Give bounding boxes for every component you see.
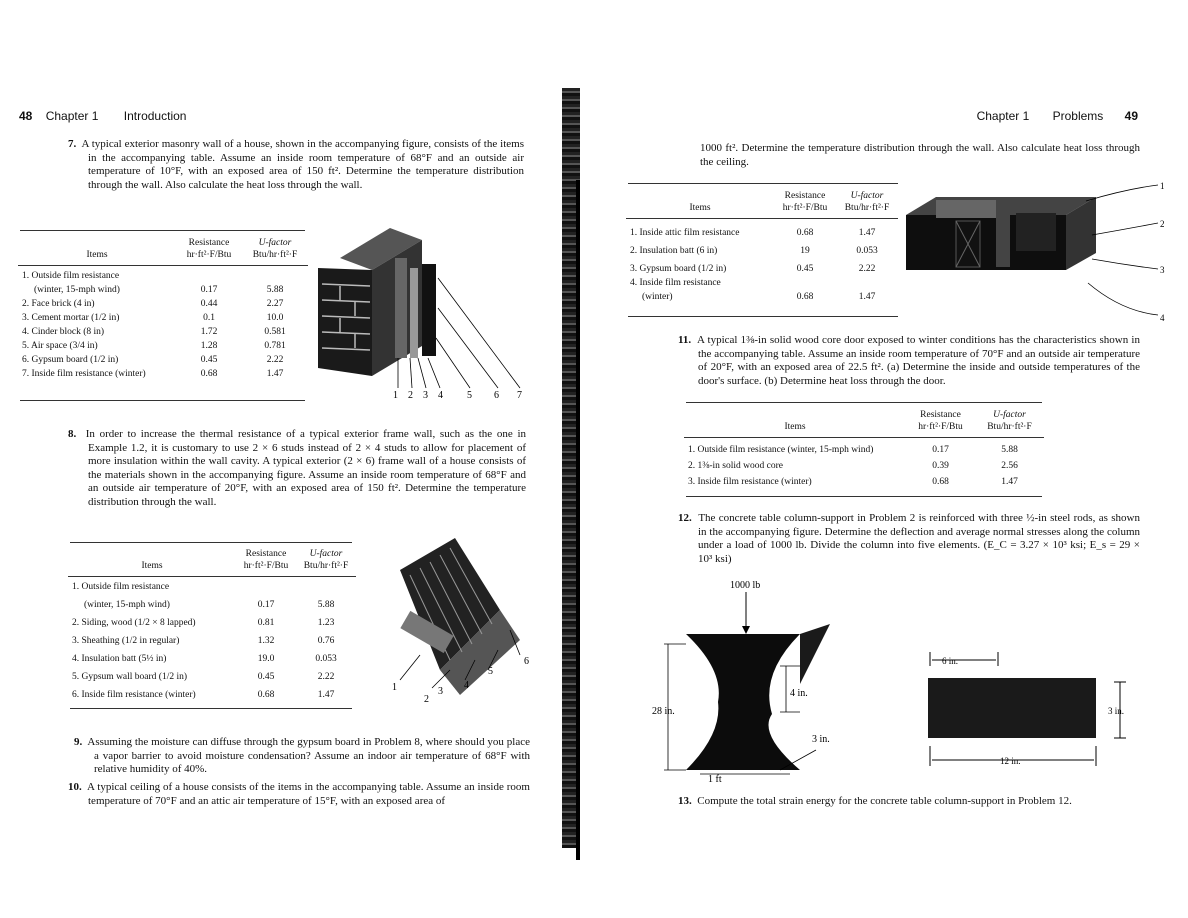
problem-9-number: 9. bbox=[74, 736, 83, 748]
problem-10-number: 10. bbox=[68, 781, 82, 793]
table-row bbox=[18, 297, 308, 311]
table10-bottom-rule bbox=[628, 316, 898, 317]
table7-h-u1: U-factor bbox=[258, 238, 292, 248]
table10-cell-res: 0.68 bbox=[796, 292, 814, 302]
page-binding-shadow bbox=[576, 180, 580, 860]
table11-h-items: Items bbox=[784, 422, 806, 432]
figure-10-ceiling-section bbox=[896, 175, 1176, 325]
table11-cell-u: 5.88 bbox=[1001, 445, 1018, 455]
table8-cell-item: 2. Siding, wood (1/2 × 8 lapped) bbox=[72, 618, 196, 628]
table-row bbox=[18, 353, 308, 367]
table10-top-rule bbox=[628, 183, 898, 184]
right-running-header bbox=[977, 109, 1138, 123]
problem-8-number: 8. bbox=[68, 428, 77, 440]
fig12-width6-label: 6 in. bbox=[942, 656, 959, 666]
table-row bbox=[18, 339, 308, 353]
fig10-label: 3 bbox=[1160, 265, 1165, 275]
fig12-neck-label: 4 in. bbox=[790, 688, 808, 699]
right-chapter-label: Chapter 1 bbox=[976, 109, 1030, 123]
fig10-label: 4 bbox=[1160, 313, 1165, 323]
table-row bbox=[18, 325, 308, 339]
table10-h-u1: U-factor bbox=[850, 191, 884, 201]
problem-7 bbox=[68, 138, 524, 192]
figure-8-frame-wall bbox=[380, 530, 540, 710]
table10-h-u2: Btu/hr·ft²·F bbox=[844, 203, 890, 213]
problem-10-continued: 1000 ft². Determine the temperature distribution through the wall. Also calculate heat loss through the ceiling. bbox=[700, 142, 1140, 168]
left-section-title: Introduction bbox=[123, 109, 187, 123]
table7-cell-res: 0.44 bbox=[200, 299, 218, 309]
table-row bbox=[68, 594, 356, 612]
table-11 bbox=[684, 408, 1044, 489]
table10-cell-u: 1.47 bbox=[858, 292, 876, 302]
fig8-label: 1 bbox=[392, 682, 397, 693]
table11-h-res1: Resistance bbox=[920, 410, 961, 420]
table-row bbox=[68, 666, 356, 684]
problem-13-text: Compute the total strain energy for the concrete table column-support in Problem 12. bbox=[697, 795, 1072, 807]
table8-h-res1: Resistance bbox=[245, 549, 287, 559]
fig8-label: 6 bbox=[524, 656, 529, 667]
table11-cell-u: 1.47 bbox=[1001, 477, 1018, 487]
table-row bbox=[626, 240, 898, 258]
table-row bbox=[18, 283, 308, 297]
table11-cell-item: 3. Inside film resistance (winter) bbox=[688, 477, 812, 487]
table8-cell-u: 0.053 bbox=[315, 654, 337, 664]
table10-cell-item: 4. Inside film resistance bbox=[630, 278, 721, 288]
table10-cell-res: 19 bbox=[800, 246, 810, 256]
table7-h-u2: Btu/hr·ft²·F bbox=[252, 250, 298, 260]
table-row bbox=[68, 612, 356, 630]
figure-12-column-support bbox=[640, 574, 1160, 786]
table7-cell-res: 1.28 bbox=[200, 341, 218, 351]
right-page-number: 49 bbox=[1124, 109, 1138, 123]
fig10-label: 2 bbox=[1160, 219, 1165, 229]
table7-cell-res: 1.72 bbox=[200, 327, 218, 337]
table10-header bbox=[626, 189, 898, 215]
table-10 bbox=[626, 189, 898, 304]
problem-7-number: 7. bbox=[68, 138, 77, 150]
table8-cell-item: 5. Gypsum wall board (1/2 in) bbox=[72, 672, 188, 682]
table10-cell-item: 2. Insulation batt (6 in) bbox=[630, 246, 718, 256]
fig12-cross-section bbox=[928, 678, 1096, 738]
table7-cell-u: 0.581 bbox=[264, 327, 286, 337]
table7-cell-res: 0.68 bbox=[200, 369, 218, 379]
problem-9-text: Assuming the moisture can diffuse through the gypsum board in Problem 8, where should you place a vapor barrier to avoid moisture condensation? Assume an indoor air temperature of 68°F with relative humidity of 40%. bbox=[87, 736, 530, 776]
table7-h-res1: Resistance bbox=[188, 238, 230, 248]
table7-cell-res: 0.45 bbox=[200, 355, 218, 365]
fig7-label: 6 bbox=[494, 390, 499, 401]
table10-cell-item: 3. Gypsum board (1/2 in) bbox=[630, 264, 727, 274]
table8-cell-res: 0.45 bbox=[257, 672, 275, 682]
table10-cell-res: 0.45 bbox=[796, 264, 814, 274]
fig7-label: 4 bbox=[438, 390, 443, 401]
fig12-height-label: 28 in. bbox=[652, 706, 675, 717]
table7-cell-u: 0.781 bbox=[264, 341, 286, 351]
fig12-column-body bbox=[686, 634, 800, 770]
table-7 bbox=[18, 236, 308, 381]
table7-bottom-rule bbox=[20, 400, 305, 401]
table10-h-items: Items bbox=[689, 203, 711, 213]
table8-h-items: Items bbox=[141, 561, 163, 571]
problem-11 bbox=[678, 334, 1140, 388]
table7-header bbox=[18, 236, 308, 262]
fig12-load-label: 1000 lb bbox=[730, 580, 761, 591]
table11-cell-item: 2. 1⅜-in solid wood core bbox=[688, 461, 783, 471]
table7-cell-item: 2. Face brick (4 in) bbox=[22, 299, 95, 309]
table-row bbox=[626, 258, 898, 276]
fig8-label: 5 bbox=[488, 666, 493, 677]
table8-h-res2: hr·ft²·F/Btu bbox=[243, 561, 289, 571]
table7-cell-item: 1. Outside film resistance bbox=[22, 271, 120, 281]
table8-cell-res: 0.68 bbox=[257, 690, 275, 700]
table10-h-res2: hr·ft²·F/Btu bbox=[782, 203, 828, 213]
table11-h-u1: U-factor bbox=[993, 410, 1026, 420]
problem-8-text: In order to increase the thermal resistance of a typical exterior frame wall, such as the one in Example 1.2, it is customary to use 2 × 6 studs instead of 2 × 4 studs to allow for placement of more insulation within the wall cavity. A typical exterior (2 × 6) frame wall of a house consists of the materials shown in the accompanying figure. Assume an inside room temperature of 68°F and an outside air temperature of 20°F, with an exposed area of 150 ft². Determine the temperature distribution through the wall. bbox=[85, 428, 527, 508]
table7-cell-u: 10.0 bbox=[266, 313, 284, 323]
table11-cell-res: 0.39 bbox=[932, 461, 949, 471]
table7-h-items: Items bbox=[86, 250, 108, 260]
fig12-depth-label: 3 in. bbox=[1108, 706, 1125, 716]
problem-12-number: 12. bbox=[678, 512, 692, 524]
fig7-label: 5 bbox=[467, 390, 472, 401]
table8-header bbox=[68, 547, 356, 573]
table7-cell-item: 5. Air space (3/4 in) bbox=[22, 341, 98, 351]
table-row bbox=[626, 290, 898, 304]
table8-cell-item: 1. Outside film resistance bbox=[72, 582, 170, 592]
table8-cell-u: 1.23 bbox=[317, 618, 335, 628]
table11-h-u2: Btu/hr·ft²·F bbox=[987, 422, 1032, 432]
fig7-label: 7 bbox=[517, 390, 522, 401]
table8-cell-res: 0.17 bbox=[257, 600, 275, 610]
table8-cell-u: 5.88 bbox=[317, 600, 335, 610]
table11-cell-res: 0.17 bbox=[932, 445, 949, 455]
left-running-header bbox=[19, 109, 186, 123]
table7-cell-res: 0.17 bbox=[200, 285, 218, 295]
fig8-label: 4 bbox=[464, 680, 469, 691]
table7-top-rule bbox=[20, 230, 305, 231]
left-chapter-label: Chapter 1 bbox=[45, 109, 99, 123]
fig12-width12-label: 12 in. bbox=[1000, 756, 1021, 766]
fig12-side-label: 3 in. bbox=[812, 734, 830, 745]
table10-cell-item: (winter) bbox=[642, 292, 673, 302]
table7-cell-u: 1.47 bbox=[266, 369, 284, 379]
table8-cell-res: 19.0 bbox=[257, 654, 275, 664]
table7-cell-res: 0.1 bbox=[203, 313, 215, 323]
table10-cell-u: 1.47 bbox=[858, 228, 876, 238]
table10-cell-u: 2.22 bbox=[858, 264, 876, 274]
table8-cell-item: 4. Insulation batt (5½ in) bbox=[72, 654, 167, 664]
problem-7-text: A typical exterior masonry wall of a house, shown in the accompanying figure, consists of the items in the accompanying table. Assume an inside room temperature of 68°F and an outside air temperature of 10°F, with an exposed area of 150 ft². Determine the temperature distribution through the wall. Also calculate the heat loss through the wall. bbox=[81, 138, 524, 191]
problem-11-text: A typical 1⅜-in solid wood core door exposed to winter conditions has the characteristics shown in the accompanying table. Assume an inside room temperature of 70°F and an outside air temperature of 20°F, with an exposed area of 22.5 ft². (a) Determine the inside and outside temperatures of the door's surface. (b) Determine heat loss through the door. bbox=[696, 334, 1140, 387]
table8-cell-u: 2.22 bbox=[317, 672, 335, 682]
fig12-base-label: 1 ft bbox=[708, 774, 722, 785]
table-row bbox=[68, 630, 356, 648]
table8-cell-u: 1.47 bbox=[317, 690, 335, 700]
problem-13-number: 13. bbox=[678, 795, 692, 807]
table11-h-res2: hr·ft²·F/Btu bbox=[918, 422, 963, 432]
table10-cell-u: 0.053 bbox=[856, 246, 878, 256]
table7-cell-item: 7. Inside film resistance (winter) bbox=[22, 369, 146, 379]
left-page-number: 48 bbox=[19, 109, 33, 123]
table11-top-rule bbox=[686, 402, 1042, 403]
table-row bbox=[684, 441, 1044, 457]
table8-h-u2: Btu/hr·ft²·F bbox=[303, 561, 349, 571]
right-section-title: Problems bbox=[1052, 109, 1104, 123]
fig10-label: 1 bbox=[1160, 181, 1165, 191]
table-row bbox=[18, 367, 308, 381]
table-row bbox=[68, 684, 356, 702]
problem-13 bbox=[678, 795, 1148, 809]
table7-h-res2: hr·ft²·F/Btu bbox=[186, 250, 232, 260]
table-row bbox=[684, 473, 1044, 489]
table7-cell-item: 4. Cinder block (8 in) bbox=[22, 327, 105, 337]
table7-cell-item: 6. Gypsum board (1/2 in) bbox=[22, 355, 119, 365]
table7-cell-u: 2.27 bbox=[266, 299, 284, 309]
table-row bbox=[626, 276, 898, 290]
fig8-label: 2 bbox=[424, 694, 429, 705]
table8-cell-res: 0.81 bbox=[257, 618, 275, 628]
table8-bottom-rule bbox=[70, 708, 352, 709]
table8-cell-item: 3. Sheathing (1/2 in regular) bbox=[72, 636, 180, 646]
table8-top-rule bbox=[70, 542, 352, 543]
table8-cell-res: 1.32 bbox=[257, 636, 275, 646]
problem-10 bbox=[68, 781, 530, 808]
table8-cell-u: 0.76 bbox=[317, 636, 335, 646]
fig7-label: 1 bbox=[393, 390, 398, 401]
problem-12-text: The concrete table column-support in Problem 2 is reinforced with three ½-in steel rods, as shown in the accompanying figure. Determine the deflection and average normal stresses along the column under a load of 1000 lb. Divide the column into five elements. (E_C = 3.27 × 10³ ksi; E_s = 29 × 10³ ksi) bbox=[698, 512, 1140, 565]
fig7-label: 3 bbox=[423, 390, 428, 401]
table11-cell-res: 0.68 bbox=[932, 477, 949, 487]
table7-cell-u: 5.88 bbox=[266, 285, 284, 295]
figure-7-masonry-wall bbox=[310, 218, 538, 404]
table-row bbox=[68, 648, 356, 666]
table-row bbox=[626, 222, 898, 240]
table10-cell-res: 0.68 bbox=[796, 228, 814, 238]
table7-cell-u: 2.22 bbox=[266, 355, 284, 365]
table-row bbox=[68, 580, 356, 594]
fig8-label: 3 bbox=[438, 686, 443, 697]
table8-h-u1: U-factor bbox=[309, 549, 343, 559]
table7-cell-item: (winter, 15-mph wind) bbox=[34, 285, 120, 295]
table10-cell-item: 1. Inside attic film resistance bbox=[630, 228, 740, 238]
table11-cell-u: 2.56 bbox=[1001, 461, 1018, 471]
table10-h-res1: Resistance bbox=[784, 191, 826, 201]
problem-10-text: A typical ceiling of a house consists of the items in the accompanying table. Assume an inside room temperature of 70°F and an attic air temperature of 15°F, with an exposed area of bbox=[87, 781, 530, 807]
problem-12 bbox=[678, 512, 1140, 566]
table11-bottom-rule bbox=[686, 496, 1042, 497]
problem-11-number: 11. bbox=[678, 334, 692, 346]
table11-cell-item: 1. Outside film resistance (winter, 15-mph wind) bbox=[688, 445, 874, 455]
table7-cell-item: 3. Cement mortar (1/2 in) bbox=[22, 313, 120, 323]
table8-cell-item: 6. Inside film resistance (winter) bbox=[72, 690, 196, 700]
fig7-label: 2 bbox=[408, 390, 413, 401]
table-row bbox=[18, 311, 308, 325]
table-row bbox=[684, 457, 1044, 473]
table11-header bbox=[684, 408, 1044, 434]
table-8 bbox=[68, 547, 356, 702]
problem-8 bbox=[68, 428, 526, 510]
problem-9 bbox=[74, 736, 530, 777]
table8-cell-item: (winter, 15-mph wind) bbox=[84, 600, 170, 610]
table-row bbox=[18, 269, 308, 283]
